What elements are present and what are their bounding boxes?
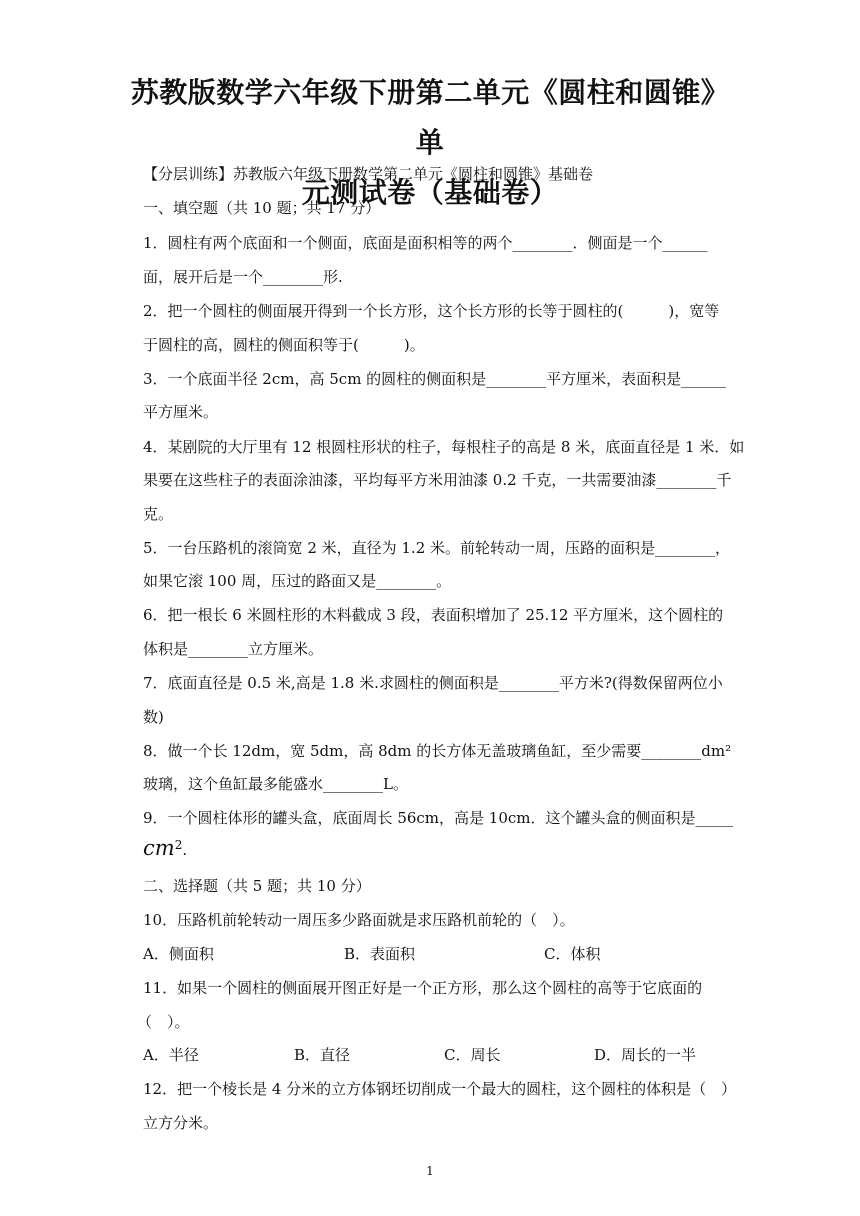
section-fill-in-heading: 一、填空题（共 10 题；共 17 分）	[143, 199, 381, 217]
question-4-line-1: 4．某剧院的大厅里有 12 根圆柱形状的柱子，每根柱子的高是 8 米，底面直径是 1 米．如	[143, 438, 745, 456]
question-5-line-1: 5．一台压路机的滚筒宽 2 米，直径为 1.2 米。前轮转动一周，压路的面积是________，	[143, 539, 731, 557]
question-5-line-2: 如果它滚 100 周，压过的路面又是________。	[143, 572, 452, 590]
question-3-line-2: 平方厘米。	[143, 403, 219, 421]
question-7-line-1: 7．底面直径是 0.5 米,高是 1.8 米.求圆柱的侧面积是________平方米?(得数保留两位小	[143, 674, 723, 692]
question-2-line-1: 2．把一个圆柱的侧面展开得到一个长方形，这个长方形的长等于圆柱的( )，宽等	[143, 302, 720, 320]
page-number: 1	[426, 1164, 434, 1178]
question-12-line-2: 立方分米。	[143, 1114, 219, 1132]
question-10: 10．压路机前轮转动一周压多少路面就是求压路机前轮的（ ）。	[143, 911, 575, 929]
question-4-line-2: 果要在这些柱子的表面涂油漆，平均每平方米用油漆 0.2 千克，一共需要油漆________千	[143, 471, 732, 489]
question-1-line-1: 1．圆柱有两个底面和一个侧面，底面是面积相等的两个________．侧面是一个______	[143, 234, 708, 252]
question-11-option-d: D．周长的一半	[594, 1046, 697, 1064]
question-11-line-1: 11．如果一个圆柱的侧面展开图正好是一个正方形，那么这个圆柱的高等于它底面的	[143, 979, 703, 997]
question-11-option-c: C．周长	[444, 1046, 501, 1064]
question-12-line-1: 12．把一个棱长是 4 分米的立方体钢坯切削成一个最大的圆柱，这个圆柱的体积是（ ）	[143, 1080, 737, 1098]
title-line-1: 苏教版数学六年级下册第二单元《圆柱和圆锥》单	[130, 76, 730, 159]
unit-exponent: 2	[174, 838, 183, 852]
question-10-option-a: A．侧面积	[143, 945, 214, 963]
question-4-line-3: 克。	[143, 505, 174, 523]
document-title	[120, 68, 740, 218]
question-8-line-2: 玻璃，这个鱼缸最多能盛水________L。	[143, 775, 408, 793]
period: .	[182, 841, 188, 859]
question-7-line-2: 数)	[143, 708, 164, 726]
subtitle: 【分层训练】苏教版六年级下册数学第二单元《圆柱和圆锥》基础卷	[143, 165, 594, 183]
title-line-2: 元测试卷（基础卷）	[301, 176, 559, 209]
question-9-line-1: 9．一个圆柱体形的罐头盒，底面周长 56cm，高是 10cm．这个罐头盒的侧面积是_____	[143, 809, 734, 827]
unit-cm: cm	[143, 836, 175, 860]
question-10-option-c: C．体积	[544, 945, 601, 963]
question-6-line-2: 体积是________立方厘米。	[143, 640, 324, 658]
question-6-line-1: 6．把一根长 6 米圆柱形的木料截成 3 段，表面积增加了 25.12 平方厘米，这个圆柱的	[143, 606, 724, 624]
question-11-option-b: B．直径	[294, 1046, 351, 1064]
question-8-line-1: 8．做一个长 12dm，宽 5dm，高 8dm 的长方体无盖玻璃鱼缸，至少需要________dm²	[143, 742, 732, 760]
question-3-line-1: 3．一个底面半径 2cm，高 5cm 的圆柱的侧面积是________平方厘米，表面积是______	[143, 370, 727, 388]
question-9-line-2	[143, 836, 187, 860]
question-10-option-b: B．表面积	[344, 945, 416, 963]
question-11-line-2: （ ）。	[137, 1013, 190, 1031]
question-1-line-2: 面，展开后是一个________形.	[143, 268, 343, 286]
question-11-option-a: A．半径	[143, 1046, 199, 1064]
section-choice-heading: 二、选择题（共 5 题；共 10 分）	[143, 877, 371, 895]
question-2-line-2: 于圆柱的高，圆柱的侧面积等于( )。	[143, 336, 425, 354]
